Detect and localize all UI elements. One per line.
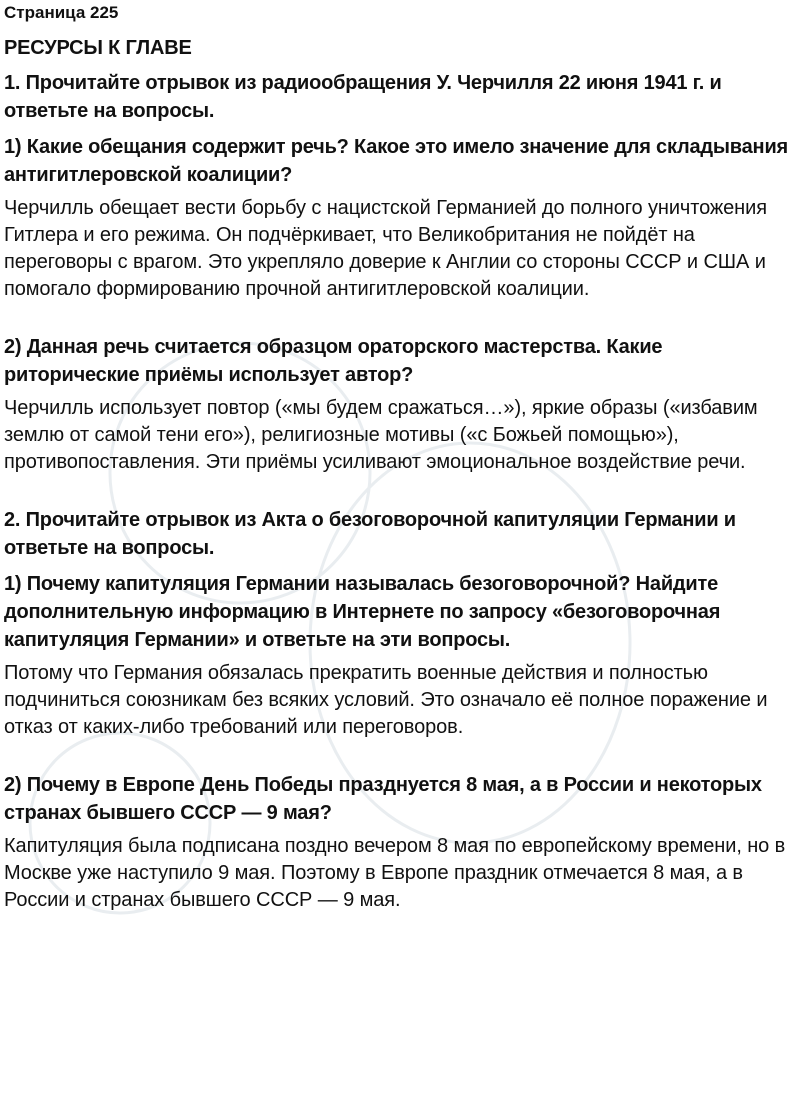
question-text: 2) Почему в Европе День Победы празднуется 8 мая, а в России и некоторых странах бывшего СССР — 9 мая? bbox=[4, 774, 762, 824]
task-title: 1. Прочитайте отрывок из радиообращения У. Черчилля 22 июня 1941 г. и ответьте на вопросы. bbox=[4, 72, 722, 122]
question-block bbox=[4, 570, 794, 741]
section-title: РЕСУРСЫ К ГЛАВЕ bbox=[4, 37, 192, 59]
task-block-1 bbox=[4, 69, 794, 476]
question-text: 1) Какие обещания содержит речь? Какое это имело значение для складывания антигитлеровской коалиции? bbox=[4, 136, 789, 186]
task-title: 2. Прочитайте отрывок из Акта о безоговорочной капитуляции Германии и ответьте на вопросы. bbox=[4, 509, 736, 559]
question-text: 1) Почему капитуляция Германии называлась безоговорочной? Найдите дополнительную информацию в Интернете по запросу «безоговорочная капитуляция Германии» и ответьте на эти вопросы. bbox=[4, 573, 721, 651]
document-page bbox=[0, 3, 800, 1094]
answer-text: Черчилль использует повтор («мы будем сражаться…»), яркие образы («избавим землю от самой тени его»), религиозные мотивы («с Божьей помощью»), противопоставления. Эти приёмы усиливают эмоциональное воздействие речи. bbox=[4, 397, 758, 473]
question-text: 2) Данная речь считается образцом ораторского мастерства. Какие риторические приёмы использует автор? bbox=[4, 336, 663, 386]
page-number: Страница 225 bbox=[4, 3, 119, 22]
answer-text: Капитуляция была подписана поздно вечером 8 мая по европейскому времени, но в Москве уже наступило 9 мая. Поэтому в Европе праздник отмечается 8 мая, а в России и странах бывшего СССР — 9 мая. bbox=[4, 835, 786, 911]
task-block-2 bbox=[4, 506, 794, 914]
answer-text: Потому что Германия обязалась прекратить военные действия и полностью подчиниться союзникам без всяких условий. Это означало её полное поражение и отказ от каких-либо требований или переговоров. bbox=[4, 662, 768, 738]
answer-text: Черчилль обещает вести борьбу с нацистской Германией до полного уничтожения Гитлера и его режима. Он подчёркивает, что Великобритания не пойдёт на переговоры с врагом. Это укрепляло доверие к Англии со стороны СССР и США и помогало формированию прочной антигитлеровской коалиции. bbox=[4, 197, 767, 300]
question-block bbox=[4, 333, 794, 476]
question-block bbox=[4, 771, 794, 914]
spacer bbox=[4, 741, 794, 771]
question-block bbox=[4, 133, 794, 303]
spacer bbox=[4, 476, 794, 506]
spacer bbox=[4, 303, 794, 333]
